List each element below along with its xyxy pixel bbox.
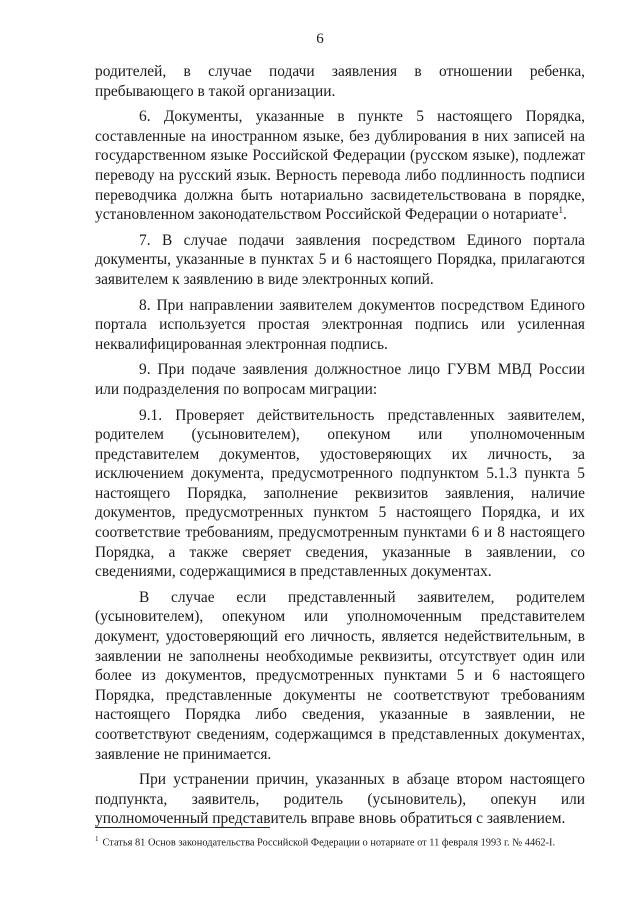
paragraph-item-6-end: .: [562, 206, 567, 224]
footnote-divider: [95, 827, 270, 828]
document-body: [95, 62, 585, 835]
paragraph-item-6: [95, 107, 585, 225]
paragraph-item-9-1-second: В случае если представленный заявителем, родителем (усыновителем), опекуном или уполномоченным представителем документ, удостоверяющий его личность, является недействительным, в заявлении не заполнены необходимые реквизиты, отсутствует один или более из документов, предусмотренных пунктами 5 и 6 настоящего Порядка, представленные документы не соответствуют требованиям настоящего Порядка либо сведения, указанные в заявлении, не соответствуют сведениям, содержащимся в представленных документах, заявление не принимается.: [95, 588, 585, 763]
page-number: 6: [316, 31, 324, 47]
paragraph-item-8: 8. При направлении заявителем документов посредством Единого портала используется простая электронная подпись или усиленная неквалифицированная электронная подпись.: [95, 296, 585, 353]
footnote: [95, 833, 595, 849]
footnote-marker: 1: [95, 835, 99, 843]
footnote-text: Статья 81 Основ законодательства Российской Федерации о нотариате от 11 февраля 1993 г. № 4462-I.: [102, 837, 556, 849]
paragraph-item-9-1: 9.1. Проверяет действительность представленных заявителем, родителем (усыновителем), опекуном или уполномоченным представителем документов, удостоверяющих их личность, за исключением документа, предусмотренного подпунктом 5.1.3 пункта 5 настоящего Порядка, заполнение реквизитов заявления, наличие документов, предусмотренных пунктом 5 настоящего Порядка, и их соответствие требованиям, предусмотренным пунктами 6 и 8 настоящего Порядка, а также сверяет сведения, указанные в заявлении, со сведениями, содержащимися в представленных документах.: [95, 406, 585, 581]
paragraph-item-9-1-third: При устранении причин, указанных в абзаце втором настоящего подпункта, заявитель, родитель (усыновитель), опекун или уполномоченный представитель вправе вновь обратиться с заявлением.: [95, 771, 585, 828]
footnote-reference: 1: [558, 205, 563, 216]
paragraph-item-6-text: 6. Документы, указанные в пункте 5 настоящего Порядка, составленные на иностранном языке, без дублирования в них записей на государственном языке Российской Федерации (русском языке), подлежат переводу на русский язык. Верность перевода либо подлинность подписи переводчика должна быть нотариально засвидетельствована в порядке, установленном законодательством Российской Федерации о нотариате: [95, 108, 585, 224]
paragraph-item-7: 7. В случае подачи заявления посредством Единого портала документы, указанные в пунктах 5 и 6 настоящего Порядка, прилагаются заявителем к заявлению в виде электронных копий.: [95, 231, 585, 288]
paragraph-continuation: родителей, в случае подачи заявления в отношении ребенка, пребывающего в такой организации.: [95, 63, 585, 100]
paragraph-item-9: 9. При подаче заявления должностное лицо ГУВМ МВД России или подразделения по вопросам миграции:: [95, 361, 585, 398]
